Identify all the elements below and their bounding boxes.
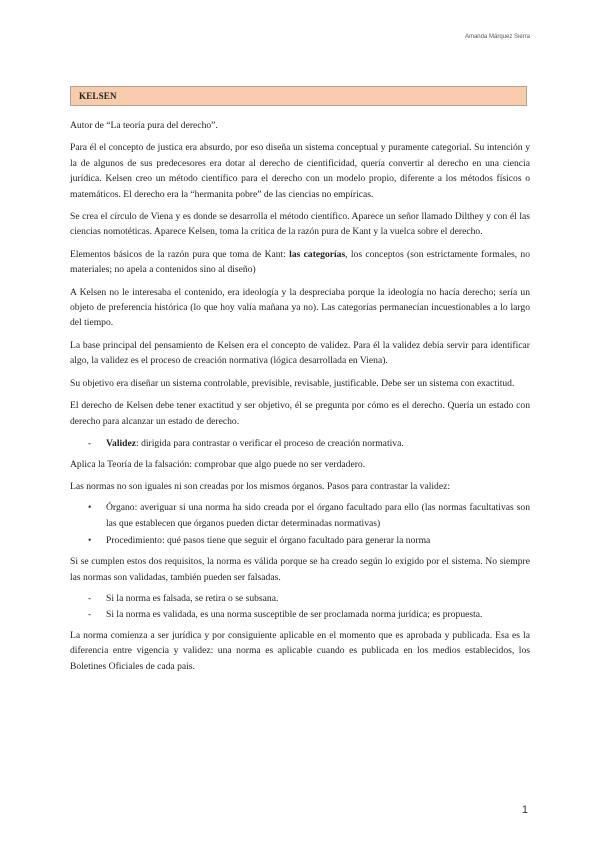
paragraph-pure-reason-intro: Elementos básicos de la razón pura que toma de Kant: [70, 248, 290, 260]
paragraph-justice-concept: Para él el concepto de justica era absurdo, por eso diseña un sistema conceptual y puramente categorial. Su intención y la de algunos de sus predecesores era dotar al derecho de cientificidad, quería convertir al derecho en una ciencia jurídica. Kelsen creo un método científico para el derecho con un modelo propio, diferente a los métodos físicos o matemáticos. El derecho era la “hermanita pobre” de las ciencias no empíricas. [70, 142, 530, 200]
categories-emphasis: las categorías [289, 248, 346, 260]
paragraph-ideology: A Kelsen no le interesaba el contenido, era ideología y la despreciaba porque la ideología no hacía derecho; sería un objeto de preferencia histórica (lo que hoy valía mañana ya no). Las categorías permanecían incuestionables a lo largo del tiempo. [70, 286, 530, 329]
paragraph-validity-concept: La base principal del pensamiento de Kelsen era el concepto de validez. Para él la validez debía servir para identificar algo, la validez es el proceso de creación normativa (lógica desarrollada en Viena). [70, 339, 530, 367]
validez-definition: : dirigida para contrastar o verificar el proceso de creación normativa. [136, 437, 404, 449]
paragraph-exactitude: El derecho de Kelsen debe tener exactitud y ser objetivo, él se pregunta por cómo es el derecho. Quería un estado con derecho para alcanzar un estado de derecho. [70, 400, 530, 427]
outcome-list [70, 591, 530, 622]
document-author-header: Amanda Márquez Sierra [464, 34, 530, 40]
list-item: • Órgano: averiguar si una norma ha sido creada por el órgano facultado para ello (las normas facultativas son las que establecen que órganos pueden dictar determinadas normativas) [70, 500, 530, 531]
paragraph-norms-steps: Las normas no son iguales ni son creadas por los mismos órganos. Pasos para contrastar la validez: [70, 480, 451, 492]
paragraph-pure-reason-elements [70, 247, 530, 278]
list-item [70, 436, 530, 451]
section-heading-box [70, 86, 527, 106]
paragraph-author: Autor de “La teoría pura del derecho”. [70, 120, 218, 131]
validez-term: Validez [106, 437, 137, 449]
list-item: • Procedimiento: qué pasos tiene que seguir el órgano facultado para generar la norma [70, 533, 530, 548]
paragraph-falsification: Aplica la Teoría de la falsación: comprobar que algo puede no ser verdadero. [70, 459, 366, 471]
document-body [70, 118, 530, 681]
list-item: - Si la norma es falsada, se retira o se subsana. [70, 591, 530, 606]
paragraph-system-objective: Su objetivo era diseñar un sistema controlable, previsible, revisable, justificable. Debe ser un sistema con exactitud. [70, 377, 515, 389]
section-title: KELSEN [79, 91, 117, 101]
validity-list [70, 436, 530, 451]
paragraph-requirements: Si se cumplen estos dos requisitos, la norma es válida porque se ha creado según lo exigido por el sistema. No siempre las normas son validadas, también pueden ser falsadas. [70, 556, 530, 583]
list-item: - Si la norma es validada, es una norma susceptible de ser proclamada norma jurídica; es propuesta. [70, 607, 530, 622]
paragraph-validity-vigency: La norma comienza a ser jurídica y por consiguiente aplicable en el momento que es aprobada y publicada. Esa es la diferencia entre vigencia y validez: una norma es aplicable cuando es publicada en los medios establecidos, los Boletines Oficiales de cada país. [70, 629, 530, 672]
paragraph-pure-reason-rest: , los conceptos (son estrictamente formales, no materiales; no apela a contenidos sino al diseño) [70, 248, 530, 276]
page-number: 1 [521, 804, 528, 816]
validity-steps-list [70, 500, 530, 548]
paragraph-vienna-circle: Se crea el círculo de Viena y es donde se desarrolla el método científico. Aparece un señor llamado Dilthey y con él las ciencias nomotéticas. Aparece Kelsen, toma la crítica de la razón pura de Kant y la vuelca sobre el derecho. [70, 211, 530, 238]
